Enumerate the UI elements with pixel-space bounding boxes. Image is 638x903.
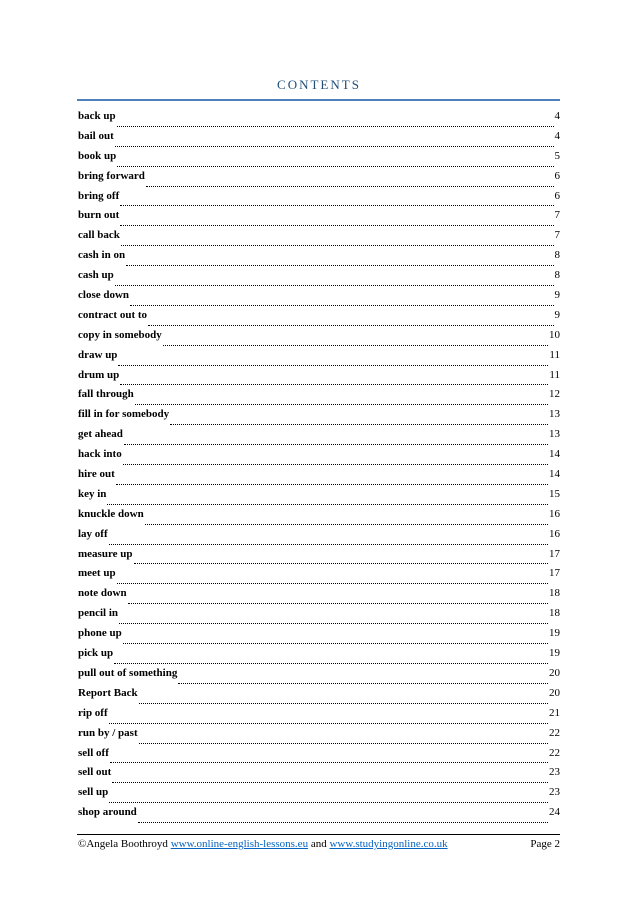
- toc-dot-leader: [120, 384, 548, 385]
- footer-link-online-english[interactable]: www.online-english-lessons.eu: [170, 838, 309, 850]
- toc-entry[interactable]: [78, 190, 560, 210]
- toc-entry-page: 9: [554, 308, 560, 321]
- toc-entry-page: 14: [549, 448, 560, 461]
- toc-entry-label: sell off: [78, 746, 109, 759]
- toc-entry-page: 16: [549, 527, 560, 540]
- toc-entry[interactable]: [78, 309, 560, 329]
- toc-entry-page: 16: [549, 507, 560, 520]
- toc-dot-leader: [123, 464, 548, 465]
- toc-entry-page: 24: [549, 806, 560, 819]
- footer-joiner: and: [310, 838, 327, 850]
- toc-entry[interactable]: [78, 468, 560, 488]
- toc-entry[interactable]: [78, 408, 560, 428]
- toc-dot-leader: [110, 762, 548, 763]
- toc-entry-page: 9: [554, 289, 560, 302]
- toc-entry-page: 7: [554, 229, 560, 242]
- toc-dot-leader: [115, 146, 554, 147]
- toc-entry[interactable]: [78, 369, 560, 389]
- toc-dot-leader: [121, 245, 554, 246]
- toc-dot-leader: [130, 305, 553, 306]
- toc-entry[interactable]: [78, 428, 560, 448]
- toc-entry-label: fill in for somebody: [78, 408, 170, 421]
- toc-entry[interactable]: [78, 806, 560, 826]
- footer-rule: [77, 834, 560, 835]
- toc-entry[interactable]: [78, 667, 560, 687]
- toc-entry[interactable]: [78, 548, 560, 568]
- toc-entry-label: bail out: [78, 129, 114, 142]
- toc-dot-leader: [107, 504, 548, 505]
- toc-entry-label: burn out: [78, 209, 120, 222]
- toc-entry-label: pull out of something: [78, 666, 178, 679]
- toc-dot-leader: [138, 822, 548, 823]
- toc-dot-leader: [117, 166, 553, 167]
- toc-entry-page: 17: [549, 547, 560, 560]
- toc-entry-label: back up: [78, 110, 116, 122]
- toc-dot-leader: [134, 563, 549, 564]
- toc-dot-leader: [117, 583, 548, 584]
- toc-entry-page: 22: [549, 746, 560, 759]
- toc-entry[interactable]: [78, 448, 560, 468]
- toc-entry-page: 18: [549, 607, 560, 620]
- toc-entry[interactable]: [78, 329, 560, 349]
- toc-dot-leader: [120, 205, 553, 206]
- toc-dot-leader: [124, 444, 548, 445]
- toc-entry[interactable]: [78, 707, 560, 727]
- toc-entry[interactable]: [78, 229, 560, 249]
- toc-dot-leader: [119, 623, 548, 624]
- toc-dot-leader: [139, 703, 548, 704]
- toc-entry-label: hire out: [78, 468, 115, 481]
- toc-entry-page: 20: [549, 686, 560, 699]
- toc-entry-label: close down: [78, 289, 130, 302]
- toc-entry-label: pick up: [78, 647, 114, 660]
- toc-entry-label: sell up: [78, 786, 109, 799]
- toc-entry[interactable]: [78, 508, 560, 528]
- toc-entry-label: measure up: [78, 547, 133, 560]
- toc-entry[interactable]: [78, 687, 560, 707]
- toc-dot-leader: [112, 782, 548, 783]
- toc-dot-leader: [109, 544, 548, 545]
- page-title: CONTENTS: [277, 77, 361, 92]
- toc-entry-label: drum up: [78, 368, 120, 381]
- toc-dot-leader: [126, 265, 553, 266]
- toc-entry-label: bring forward: [78, 169, 145, 182]
- toc-entry[interactable]: [78, 786, 560, 806]
- toc-entry-label: fall through: [78, 388, 134, 401]
- toc-dot-leader: [145, 524, 548, 525]
- toc-entry-page: 4: [554, 110, 560, 122]
- toc-entry[interactable]: [78, 567, 560, 587]
- toc-entry-page: 19: [549, 647, 560, 660]
- toc-entry-page: 18: [549, 587, 560, 600]
- toc-entry[interactable]: [78, 528, 560, 548]
- toc-entry[interactable]: [78, 110, 560, 130]
- toc-entry-page: 17: [549, 567, 560, 580]
- toc-entry-page: 20: [549, 666, 560, 679]
- toc-entry[interactable]: [78, 727, 560, 747]
- toc-dot-leader: [146, 186, 554, 187]
- toc-entry-label: shop around: [78, 806, 137, 819]
- toc-entry[interactable]: [78, 587, 560, 607]
- toc-entry-page: 8: [554, 269, 560, 282]
- toc-entry-label: run by / past: [78, 726, 138, 739]
- toc-entry[interactable]: [78, 349, 560, 369]
- toc-entry-label: pencil in: [78, 607, 119, 620]
- toc-entry-page: 13: [549, 408, 560, 421]
- toc-dot-leader: [163, 345, 548, 346]
- table-of-contents: [78, 110, 560, 826]
- toc-dot-leader: [123, 643, 548, 644]
- toc-entry-label: key in: [78, 487, 107, 500]
- toc-dot-leader: [139, 743, 548, 744]
- toc-entry[interactable]: [78, 170, 560, 190]
- toc-dot-leader: [148, 325, 553, 326]
- footer-credits: [78, 838, 448, 850]
- toc-entry-page: 8: [554, 249, 560, 262]
- toc-entry-page: 14: [549, 468, 560, 481]
- toc-dot-leader: [170, 424, 548, 425]
- toc-entry[interactable]: [78, 607, 560, 627]
- toc-dot-leader: [114, 663, 548, 664]
- toc-dot-leader: [109, 723, 548, 724]
- toc-entry-label: note down: [78, 587, 127, 600]
- toc-entry-label: rip off: [78, 706, 108, 719]
- toc-entry-page: 12: [549, 388, 560, 401]
- toc-dot-leader: [117, 126, 554, 127]
- toc-entry[interactable]: [78, 249, 560, 269]
- toc-entry-label: cash up: [78, 269, 114, 282]
- toc-entry-page: 5: [554, 149, 560, 162]
- footer: [78, 838, 560, 850]
- toc-dot-leader: [128, 603, 548, 604]
- toc-entry-label: contract out to: [78, 308, 148, 321]
- toc-entry[interactable]: [78, 647, 560, 667]
- toc-entry-label: Report Back: [78, 686, 138, 699]
- toc-dot-leader: [115, 285, 554, 286]
- toc-dot-leader: [109, 802, 548, 803]
- toc-entry-page: 4: [554, 129, 560, 142]
- toc-entry-page: 21: [549, 706, 560, 719]
- toc-entry-page: 19: [549, 627, 560, 640]
- toc-entry-label: bring off: [78, 189, 120, 202]
- toc-dot-leader: [178, 683, 548, 684]
- toc-entry-page: 23: [549, 766, 560, 779]
- toc-entry-label: get ahead: [78, 428, 123, 441]
- toc-entry-label: call back: [78, 229, 120, 242]
- toc-entry[interactable]: [78, 627, 560, 647]
- toc-dot-leader: [120, 225, 553, 226]
- toc-dot-leader: [118, 365, 548, 366]
- toc-entry-page: 13: [549, 428, 560, 441]
- toc-entry-page: 10: [549, 328, 560, 341]
- toc-entry-label: copy in somebody: [78, 328, 162, 341]
- toc-dot-leader: [135, 404, 548, 405]
- toc-entry-page: 15: [549, 487, 560, 500]
- toc-entry-label: lay off: [78, 527, 108, 540]
- toc-entry-page: 7: [554, 209, 560, 222]
- toc-entry-page: 6: [554, 169, 560, 182]
- toc-entry-page: 22: [549, 726, 560, 739]
- toc-entry-label: hack into: [78, 448, 122, 461]
- toc-entry[interactable]: [78, 209, 560, 229]
- toc-entry[interactable]: [78, 766, 560, 786]
- toc-entry[interactable]: [78, 150, 560, 170]
- toc-entry-page: 11: [549, 348, 560, 361]
- toc-dot-leader: [116, 484, 548, 485]
- footer-page-number: Page 2: [530, 838, 560, 850]
- toc-entry[interactable]: [78, 269, 560, 289]
- toc-entry[interactable]: [78, 747, 560, 767]
- toc-entry[interactable]: [78, 488, 560, 508]
- toc-entry-page: 11: [549, 368, 560, 381]
- toc-entry[interactable]: [78, 130, 560, 150]
- title-rule: [77, 99, 560, 101]
- footer-link-studyingonline[interactable]: www.studyingonline.co.uk: [329, 838, 448, 850]
- toc-entry-page: 23: [549, 786, 560, 799]
- toc-entry-label: phone up: [78, 627, 122, 640]
- toc-entry-label: knuckle down: [78, 507, 144, 520]
- toc-entry[interactable]: [78, 388, 560, 408]
- toc-entry-label: book up: [78, 149, 117, 162]
- toc-entry-page: 6: [554, 189, 560, 202]
- toc-entry-label: sell out: [78, 766, 112, 779]
- toc-entry-label: meet up: [78, 567, 116, 580]
- toc-entry[interactable]: [78, 289, 560, 309]
- footer-copyright: ©Angela Boothroyd: [78, 838, 168, 850]
- toc-entry-label: draw up: [78, 348, 118, 361]
- toc-entry-label: cash in on: [78, 249, 126, 262]
